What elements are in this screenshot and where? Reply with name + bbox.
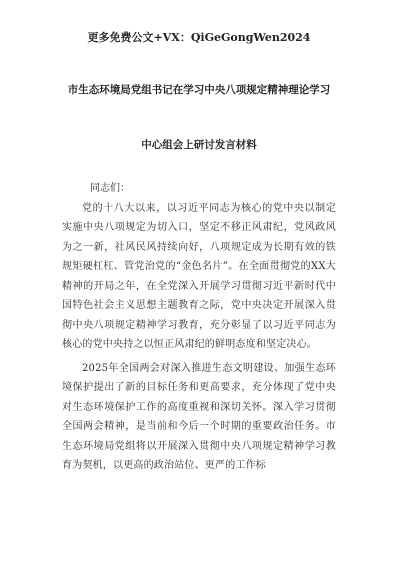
body-paragraph-1: 党的十八大以来，以习近平同志为核心的党中央以制定实施中央八项规定为切入口，坚定不移正风肃纪，党风政风为之一新，社风民风持续向好，八项规定成为长期有效的铁规矩硬杠杠、管党治党的“金色名片”。在全面贯彻党的XX大精神的开局之年，在全党深入开展学习贯彻习近平新时代中国特色社会主义思想主题教育之际，党中央决定开展深入贯彻中央八项规定精神学习教育，充分彰显了以习近平同志为核心的党中央持之以恒正风肃纪的鲜明态度和坚定决心。 bbox=[62, 202, 336, 350]
document-body bbox=[62, 179, 336, 476]
body-paragraph-2: 2025年全国两会对深入推进生态文明建设、加强生态环境保护提出了新的目标任务和更高要求，充分体现了党中央对生态环境保护工作的高度重视和深切关怀。深入学习贯彻全国两会精神，是当前和今后一个时期的重要政治任务。市生态环境局党组将以开展深入贯彻中央八项规定精神学习教育为契机，以更高的政治站位、更严的工作标 bbox=[62, 362, 336, 471]
document-title-line-1: 市生态环境局党组书记在学习中央八项规定精神理论学习 bbox=[67, 84, 331, 96]
watermark-header: 更多免费公文+VX：QiGeGongWen2024 bbox=[87, 31, 311, 44]
document-title-line-2: 中心组会上研讨发言材料 bbox=[141, 139, 257, 151]
salutation: 同志们： bbox=[90, 183, 130, 194]
